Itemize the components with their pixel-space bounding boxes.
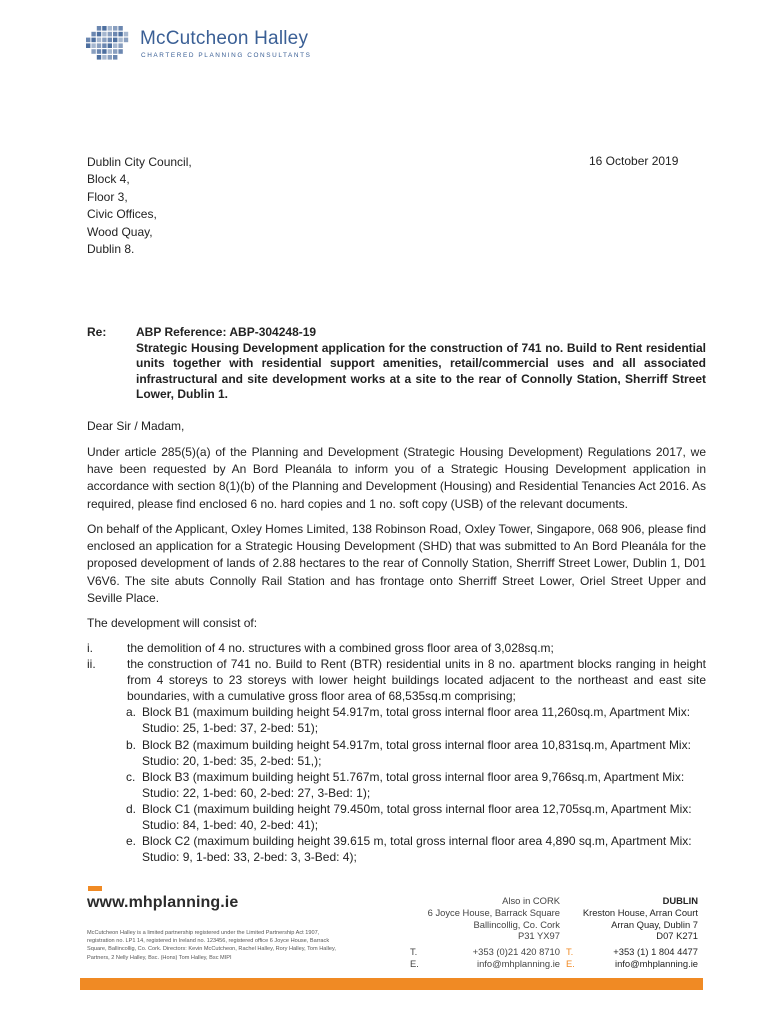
footer-bar xyxy=(80,978,703,990)
sub-text: Block C1 (maximum building height 79.450m, total gross internal floor area 12,705sq.m, Apartment Mix: Studio: 84, 1-bed: 40, 2-bed: 41); xyxy=(142,801,692,833)
footer-accent xyxy=(88,886,102,891)
list-item xyxy=(87,640,706,656)
re-subject: Strategic Housing Development application for the construction of 741 no. Build to Rent residential units together with residential support amenities, retail/commercial uses and all associated infrastructural and site development works at a site to the rear of Connolly Station, Sherriff Street Lower, Dublin 1. xyxy=(136,340,706,402)
paragraph-1: Under article 285(5)(a) of the Planning and Development (Strategic Housing Development) Regulations 2017, we have been requested by An Bord Pleanála to inform you of a Strategic Housing Development application in accordance with section 8(1)(b) of the Planning and Development (Housing) and Residential Tenancies Act 2016. As required, please find enclosed 6 no. hard copies and 1 no. soft copy (USB) of the relevant documents. xyxy=(87,445,706,511)
list-text: the demolition of 4 no. structures with a combined gross floor area of 3,028sq.m; xyxy=(127,641,554,655)
address-line: Wood Quay, xyxy=(87,224,153,239)
sub-letter: b. xyxy=(126,737,137,752)
sub-list-item xyxy=(126,801,706,833)
cork-heading: Also in CORK xyxy=(502,895,560,906)
dublin-heading: DUBLIN xyxy=(662,895,698,906)
email-value[interactable]: info@mhplanning.ie xyxy=(614,957,698,969)
dublin-office xyxy=(566,895,698,970)
email-value[interactable]: info@mhplanning.ie xyxy=(476,957,560,969)
paragraph-2: On behalf of the Applicant, Oxley Homes Limited, 138 Robinson Road, Oxley Tower, Singapore, 068 906, please find enclosed an application for a Strategic Housing Development (SHD) that was submitted to An Bord Pleanála for the proposed development of lands of 2.88 hectares to the rear of Connolly Station, Sherriff Street Lower, Dublin 1, D01 V6V6. The site abuts Connolly Rail Station and has frontage onto Sherriff Street Lower, Oriel Street Upper and Seville Place. xyxy=(87,522,706,605)
dublin-address-line: D07 K271 xyxy=(656,930,698,942)
sub-letter: c. xyxy=(126,769,136,784)
sub-list-item xyxy=(126,769,706,801)
sub-letter: a. xyxy=(126,705,137,720)
recipient-address xyxy=(87,154,192,258)
phone-label: T. xyxy=(410,946,418,958)
sub-text: Block C2 (maximum building height 39.615 m, total gross internal floor area 4,890 sq.m, Apartment Mix: Studio: 9, 1-bed: 33, 2-bed: 3, 3-Bed: 4); xyxy=(142,834,692,865)
phone-value: +353 (0)21 420 8710 xyxy=(472,946,560,958)
sub-list-item xyxy=(126,704,706,736)
dublin-address-line: Kreston House, Arran Court xyxy=(582,906,698,918)
phone-label: T. xyxy=(566,946,574,958)
address-line: Civic Offices, xyxy=(87,207,157,222)
dublin-address-line: Arran Quay, Dublin 7 xyxy=(611,918,698,930)
cork-address-line: P31 YX97 xyxy=(517,930,560,942)
company-logo xyxy=(86,26,312,66)
email-label: E. xyxy=(410,957,419,969)
consist-intro: The development will consist of: xyxy=(87,616,258,630)
sub-text: Block B2 (maximum building height 54.917m, total gross internal floor area 10,831sq.m, Apartment Mix: Studio: 20, 1-bed: 35, 2-bed: 51,); xyxy=(142,737,691,768)
sub-letter: e. xyxy=(126,834,137,849)
cork-address-line: Ballincollig, Co. Cork xyxy=(473,918,560,930)
address-line: Block 4, xyxy=(87,172,130,187)
legal-notice: McCutcheon Halley is a limited partnership registered under the Limited Partnership Act 1907, registration no. LP1 14, registered in Ireland no. 123456, registered office 6 Joyce House, Barrack Square, Ballincollig, Co. Cork. Directors: Kevin McCutcheon, Rachel Halley, Rory Halley, Tom Halley, Partners, 2 Nelly Halley, Bsc. (Hons) Tom Halley, Bsc MIPI xyxy=(87,930,336,961)
dublin-phone xyxy=(566,946,698,958)
salutation: Dear Sir / Madam, xyxy=(87,419,185,433)
list-item xyxy=(87,656,706,704)
logo-tagline: CHARTERED PLANNING CONSULTANTS xyxy=(141,52,312,59)
cork-phone xyxy=(410,946,560,958)
sub-text: Block B1 (maximum building height 54.917m, total gross internal floor area 11,260sq.m, Apartment Mix: Studio: 25, 1-bed: 37, 2-bed: 51); xyxy=(142,705,691,736)
cork-email xyxy=(410,958,560,970)
cork-office xyxy=(410,895,560,970)
sub-list-item xyxy=(126,833,706,865)
website-link[interactable]: www.mhplanning.ie xyxy=(87,894,239,911)
re-label: Re: xyxy=(87,325,107,339)
re-block xyxy=(136,325,706,403)
list-number: ii. xyxy=(87,657,96,672)
logo-name: McCutcheon Halley xyxy=(140,28,309,49)
cork-address-line: 6 Joyce House, Barrack Square xyxy=(427,906,560,918)
address-line: Dublin City Council, xyxy=(87,155,192,169)
sub-letter: d. xyxy=(126,801,137,816)
email-label: E. xyxy=(566,957,575,969)
sub-list-item xyxy=(126,737,706,769)
logo-grid-icon xyxy=(86,26,130,62)
address-line: Dublin 8. xyxy=(87,242,135,257)
list-text: the construction of 741 no. Build to Rent (BTR) residential units in 8 no. apartment blocks ranging in height from 4 storeys to 23 storeys with lower height buildings located adjacent to the northeast and east site boundaries, with a cumulative gross floor area of 68,535sq.m comprising; xyxy=(127,657,706,704)
dublin-email xyxy=(566,958,698,970)
re-title: ABP Reference: ABP-304248-19 xyxy=(136,325,317,339)
development-list xyxy=(87,640,706,865)
address-line: Floor 3, xyxy=(87,189,128,204)
phone-value: +353 (1) 1 804 4477 xyxy=(613,946,698,958)
sub-text: Block B3 (maximum building height 51.767m, total gross internal floor area 9,766sq.m, Apartment Mix: Studio: 22, 1-bed: 60, 2-bed: 27, 3-Bed: 1); xyxy=(142,769,685,800)
list-number: i. xyxy=(87,641,93,655)
letter-date: 16 October 2019 xyxy=(589,154,679,168)
